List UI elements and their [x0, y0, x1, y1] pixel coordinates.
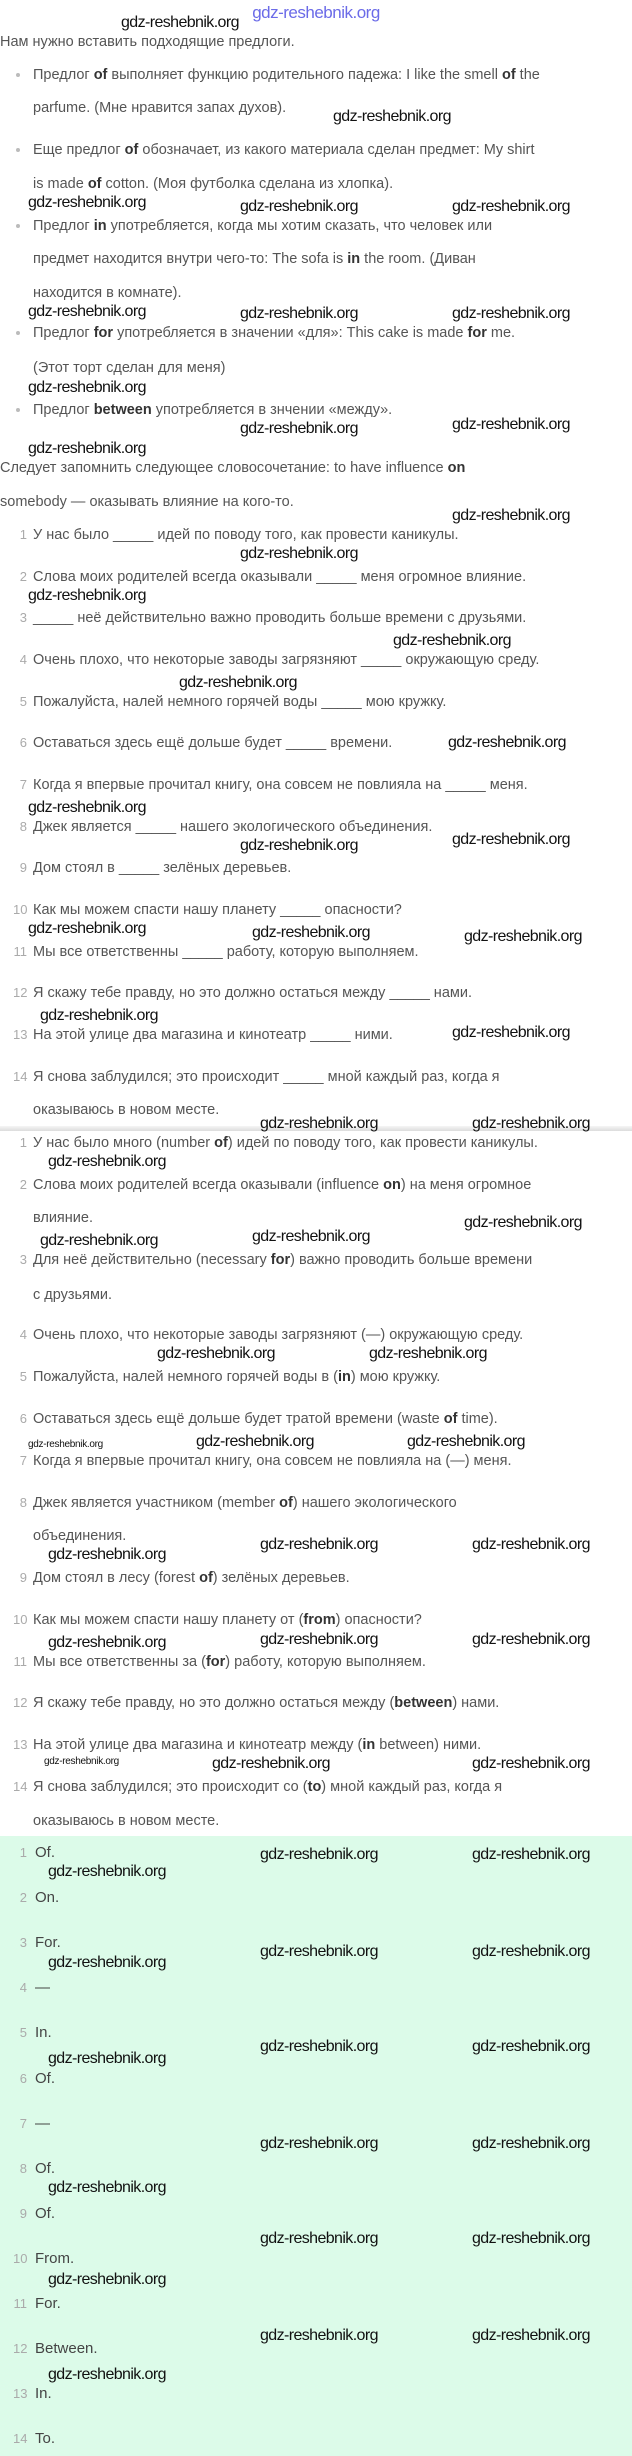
rule-text: Предлог between употребляется в знчении «между».: [33, 402, 393, 418]
watermark: gdz-reshebnik.org: [240, 420, 358, 437]
exercise-sentence: Дом стоял в _____ зелёных деревьев.: [33, 860, 292, 876]
watermark: gdz-reshebnik.org: [252, 924, 370, 941]
answer-number: 8: [19, 2160, 27, 2176]
bold-preposition: in: [93, 218, 107, 234]
answer-number: 13: [13, 2386, 28, 2402]
watermark: gdz-reshebnik.org: [472, 2230, 590, 2247]
site-logo[interactable]: gdz-reshebnik.org: [252, 3, 380, 22]
translated-sentence: Слова моих родителей всегда оказывали (influence on) на меня огромное: [33, 1177, 532, 1193]
translated-sentence: Оставаться здесь ещё дольше будет тратой времени (waste of time).: [33, 1411, 498, 1427]
watermark: gdz-reshebnik.org: [240, 305, 358, 322]
watermark: gdz-reshebnik.org: [260, 1846, 378, 1863]
watermark: gdz-reshebnik.org: [28, 920, 146, 937]
bold-preposition: in: [362, 1737, 376, 1753]
exercise-sentence: Слова моих родителей всегда оказывали _____ меня огромное влияние.: [33, 569, 527, 585]
item-number: 4: [19, 652, 27, 667]
watermark: gdz-reshebnik.org: [260, 2038, 378, 2055]
watermark: gdz-reshebnik.org: [48, 1954, 166, 1971]
answer-text: For.: [35, 2295, 61, 2312]
watermark: gdz-reshebnik.org: [48, 1546, 166, 1563]
rule-text: Еще предлог of обозначает, из какого материала сделан предмет: My shirt: [33, 142, 535, 158]
watermark: gdz-reshebnik.org: [472, 1536, 590, 1553]
translated-sentence: Я скажу тебе правду, но это должно остаться между (between) нами.: [33, 1695, 500, 1711]
watermark: gdz-reshebnik.org: [452, 831, 570, 848]
answer-number: 11: [13, 2296, 27, 2311]
watermark: gdz-reshebnik.org: [260, 1631, 378, 1648]
bold-preposition: for: [205, 1654, 226, 1670]
bullet-icon: [16, 331, 20, 335]
watermark: gdz-reshebnik.org: [48, 2366, 166, 2383]
item-number: 10: [13, 1612, 28, 1627]
item-number: 9: [19, 860, 27, 875]
answer-number: 5: [19, 2025, 27, 2041]
answer-number: 3: [19, 1935, 27, 1951]
item-number: 6: [19, 1411, 27, 1426]
intro-text: Нам нужно вставить подходящие предлоги.: [0, 34, 295, 50]
exercise-sentence: Когда я впервые прочитал книгу, она совсем не повлияла на _____ меня.: [33, 777, 528, 793]
rule-text: находится в комнате).: [33, 285, 182, 301]
answer-text: Of.: [35, 2069, 56, 2087]
bold-preposition: of: [279, 1495, 293, 1511]
translated-sentence: объединения.: [33, 1528, 127, 1544]
watermark: gdz-reshebnik.org: [260, 1943, 378, 1960]
item-number: 9: [19, 1570, 27, 1585]
bold-preposition: of: [87, 176, 102, 192]
item-number: 7: [19, 1453, 27, 1468]
note-text: somebody — оказывать влияние на кого-то.: [0, 494, 294, 510]
watermark: gdz-reshebnik.org: [48, 2050, 166, 2067]
translated-sentence: Пожалуйста, налей немного горячей воды в (in) мою кружку.: [33, 1369, 441, 1385]
exercise-sentence: Я скажу тебе правду, но это должно остаться между _____ нами.: [33, 985, 472, 1001]
item-number: 4: [19, 1327, 27, 1342]
answer-text: In.: [35, 2024, 52, 2042]
watermark: gdz-reshebnik.org: [48, 1634, 166, 1651]
item-number: 12: [13, 1695, 28, 1710]
bold-preposition: to: [307, 1779, 322, 1795]
item-number: 12: [13, 985, 28, 1000]
bold-preposition: on: [447, 460, 466, 476]
item-number: 3: [19, 610, 27, 625]
bullet-icon: [16, 224, 20, 228]
translated-sentence: Мы все ответственны за (for) работу, которую выполняем.: [33, 1654, 426, 1670]
item-number: 6: [19, 735, 27, 750]
item-number: 1: [19, 1135, 27, 1150]
rule-text: parfume. (Мне нравится запах духов).: [33, 100, 287, 116]
watermark: gdz-reshebnik.org: [252, 1228, 370, 1245]
exercise-sentence: Джек является _____ нашего экологического объединения.: [33, 819, 433, 835]
translated-sentence: Джек является участником (member of) нашего экологического: [33, 1495, 457, 1511]
bold-preposition: of: [501, 67, 516, 83]
exercise-sentence: Оставаться здесь ещё дольше будет _____ времени.: [33, 735, 393, 751]
rule-text: Предлог of выполняет функцию родительного падежа: I like the smell of the: [33, 67, 540, 83]
item-number: 2: [19, 1177, 27, 1192]
item-number: 7: [19, 777, 27, 792]
translated-sentence: Для неё действительно (necessary for) важно проводить больше времени: [33, 1252, 533, 1268]
answer-number: 14: [13, 2431, 28, 2447]
watermark: gdz-reshebnik.org: [196, 1433, 314, 1450]
watermark: gdz-reshebnik.org: [472, 2038, 590, 2055]
translated-sentence: Когда я впервые прочитал книгу, она совсем не повлияла на (—) меня.: [33, 1453, 512, 1469]
rule-text: is made of cotton. (Моя футболка сделана из хлопка).: [33, 176, 394, 192]
watermark: gdz-reshebnik.org: [260, 1115, 378, 1132]
watermark: gdz-reshebnik.org: [28, 799, 146, 816]
watermark: gdz-reshebnik.org: [48, 2179, 166, 2196]
watermark: gdz-reshebnik.org: [452, 507, 570, 524]
watermark: gdz-reshebnik.org: [452, 305, 570, 322]
watermark: gdz-reshebnik.org: [40, 1007, 158, 1024]
item-number: 8: [19, 1495, 27, 1510]
watermark: gdz-reshebnik.org: [240, 545, 358, 562]
exercise-sentence: Я снова заблудился; это происходит _____ мной каждый раз, когда я: [33, 1069, 500, 1085]
exercise-sentence: _____ неё действительно важно проводить больше времени с друзьями.: [33, 610, 527, 626]
watermark: gdz-reshebnik.org: [240, 198, 358, 215]
answer-number: 1: [19, 1845, 27, 1860]
watermark: gdz-reshebnik.org: [44, 1756, 119, 1767]
watermark: gdz-reshebnik.org: [28, 1439, 103, 1450]
watermark: gdz-reshebnik.org: [260, 2327, 378, 2344]
item-number: 14: [13, 1779, 28, 1794]
translated-sentence: У нас было много (number of) идей по поводу того, как провести каникулы.: [33, 1135, 538, 1151]
rule-text: Предлог in употребляется, когда мы хотим сказать, что человек или: [33, 218, 493, 234]
exercise-sentence: Очень плохо, что некоторые заводы загрязняют _____ окружающую среду.: [33, 652, 540, 668]
rule-text: Предлог for употребляется в значении «для»: This cake is made for me.: [33, 325, 516, 341]
bold-preposition: in: [347, 251, 361, 267]
bold-preposition: on: [383, 1177, 401, 1193]
translated-sentence: влияние.: [33, 1210, 93, 1226]
item-number: 11: [13, 1654, 27, 1669]
bold-preposition: for: [467, 325, 487, 341]
watermark: gdz-reshebnik.org: [393, 632, 511, 649]
item-number: 11: [13, 944, 27, 959]
watermark: gdz-reshebnik.org: [260, 1536, 378, 1553]
bold-preposition: in: [337, 1369, 351, 1385]
bold-preposition: of: [124, 142, 139, 158]
answer-text: Between.: [35, 2340, 98, 2358]
watermark: gdz-reshebnik.org: [179, 674, 297, 691]
watermark: gdz-reshebnik.org: [369, 1345, 487, 1362]
answer-text: To.: [35, 2430, 56, 2448]
watermark: gdz-reshebnik.org: [407, 1433, 525, 1450]
answer-text: —: [35, 1979, 50, 1997]
rule-text: (Этот торт сделан для меня): [33, 360, 226, 376]
answer-text: —: [35, 2114, 50, 2132]
site-logo-bar: [0, 3, 632, 23]
bold-preposition: from: [303, 1612, 336, 1628]
exercise-sentence: оказываюсь в новом месте.: [33, 1102, 220, 1118]
answer-number: 10: [13, 2250, 28, 2266]
answer-number: 6: [19, 2070, 27, 2086]
answer-number: 2: [19, 1890, 27, 1906]
watermark: gdz-reshebnik.org: [40, 1232, 158, 1249]
answer-number: 9: [19, 2205, 27, 2221]
watermark: gdz-reshebnik.org: [48, 2271, 166, 2288]
watermark: gdz-reshebnik.org: [48, 1863, 166, 1880]
watermark: gdz-reshebnik.org: [448, 734, 566, 751]
watermark: gdz-reshebnik.org: [472, 1846, 590, 1863]
watermark: gdz-reshebnik.org: [472, 1943, 590, 1960]
bold-preposition: between: [394, 1695, 453, 1711]
translated-sentence: с друзьями.: [33, 1287, 113, 1303]
bullet-icon: [16, 73, 20, 77]
bold-preposition: of: [214, 1135, 228, 1151]
bold-preposition: of: [443, 1411, 458, 1427]
watermark: gdz-reshebnik.org: [472, 1631, 590, 1648]
bold-preposition: between: [93, 402, 152, 418]
watermark: gdz-reshebnik.org: [260, 2135, 378, 2152]
answer-number: 12: [13, 2341, 28, 2357]
item-number: 5: [19, 1369, 27, 1384]
exercise-sentence: Мы все ответственны _____ работу, которую выполняем.: [33, 944, 419, 960]
watermark: gdz-reshebnik.org: [28, 440, 146, 457]
translated-sentence: На этой улице два магазина и кинотеатр между (in between) ними.: [33, 1737, 482, 1753]
watermark: gdz-reshebnik.org: [452, 198, 570, 215]
watermark: gdz-reshebnik.org: [28, 379, 146, 396]
translated-sentence: Дом стоял в лесу (forest of) зелёных деревьев.: [33, 1570, 350, 1586]
translated-sentence: Очень плохо, что некоторые заводы загрязняют (—) окружающую среду.: [33, 1327, 524, 1343]
translated-sentence: Я снова заблудился; это происходит со (to) мной каждый раз, когда я: [33, 1779, 503, 1795]
watermark: gdz-reshebnik.org: [472, 2327, 590, 2344]
watermark: gdz-reshebnik.org: [48, 1153, 166, 1170]
bullet-icon: [16, 408, 20, 412]
answer-text: In.: [35, 2385, 52, 2403]
watermark: gdz-reshebnik.org: [333, 108, 451, 125]
item-number: 5: [19, 694, 27, 709]
watermark: gdz-reshebnik.org: [464, 928, 582, 945]
watermark: gdz-reshebnik.org: [260, 2230, 378, 2247]
item-number: 1: [19, 527, 27, 542]
answer-number: 7: [19, 2115, 27, 2131]
watermark: gdz-reshebnik.org: [121, 14, 239, 31]
answer-text: Of.: [35, 2159, 56, 2177]
watermark: gdz-reshebnik.org: [452, 1024, 570, 1041]
item-number: 2: [19, 569, 27, 584]
bullet-icon: [16, 148, 20, 152]
answer-text: Of.: [35, 2204, 56, 2222]
item-number: 10: [13, 902, 28, 917]
watermark: gdz-reshebnik.org: [464, 1214, 582, 1231]
rule-text: предмет находится внутри чего-то: The sofa is in the room. (Диван: [33, 251, 476, 267]
item-number: 13: [13, 1027, 28, 1042]
watermark: gdz-reshebnik.org: [472, 1755, 590, 1772]
answer-text: On.: [35, 1889, 60, 1907]
bold-preposition: for: [270, 1252, 291, 1268]
bold-preposition: of: [199, 1570, 213, 1586]
watermark: gdz-reshebnik.org: [472, 1115, 590, 1132]
item-number: 13: [13, 1737, 28, 1752]
exercise-sentence: Как мы можем спасти нашу планету _____ опасности?: [33, 902, 402, 918]
watermark: gdz-reshebnik.org: [157, 1345, 275, 1362]
note-text: Следует запомнить следующее словосочетание: to have influence on: [0, 460, 466, 476]
watermark: gdz-reshebnik.org: [28, 194, 146, 211]
answer-text: Of.: [35, 1844, 56, 1861]
item-number: 8: [19, 819, 27, 834]
exercise-sentence: Пожалуйста, налей немного горячей воды _____ мою кружку.: [33, 694, 447, 710]
translated-sentence: оказываюсь в новом месте.: [33, 1813, 220, 1829]
watermark: gdz-reshebnik.org: [212, 1755, 330, 1772]
bold-preposition: of: [93, 67, 108, 83]
item-number: 3: [19, 1252, 27, 1267]
watermark: gdz-reshebnik.org: [240, 837, 358, 854]
watermark: gdz-reshebnik.org: [452, 416, 570, 433]
bold-preposition: for: [93, 325, 114, 341]
watermark: gdz-reshebnik.org: [472, 2135, 590, 2152]
watermark: gdz-reshebnik.org: [28, 303, 146, 320]
answer-text: From.: [35, 2249, 75, 2267]
exercise-sentence: На этой улице два магазина и кинотеатр _____ ними.: [33, 1027, 393, 1043]
exercise-sentence: У нас было _____ идей по поводу того, как провести каникулы.: [33, 527, 459, 543]
translated-sentence: Как мы можем спасти нашу планету от (from) опасности?: [33, 1612, 422, 1628]
answer-text: For.: [35, 1934, 61, 1952]
watermark: gdz-reshebnik.org: [28, 587, 146, 604]
item-number: 14: [13, 1069, 28, 1084]
answer-number: 4: [19, 1980, 27, 1996]
